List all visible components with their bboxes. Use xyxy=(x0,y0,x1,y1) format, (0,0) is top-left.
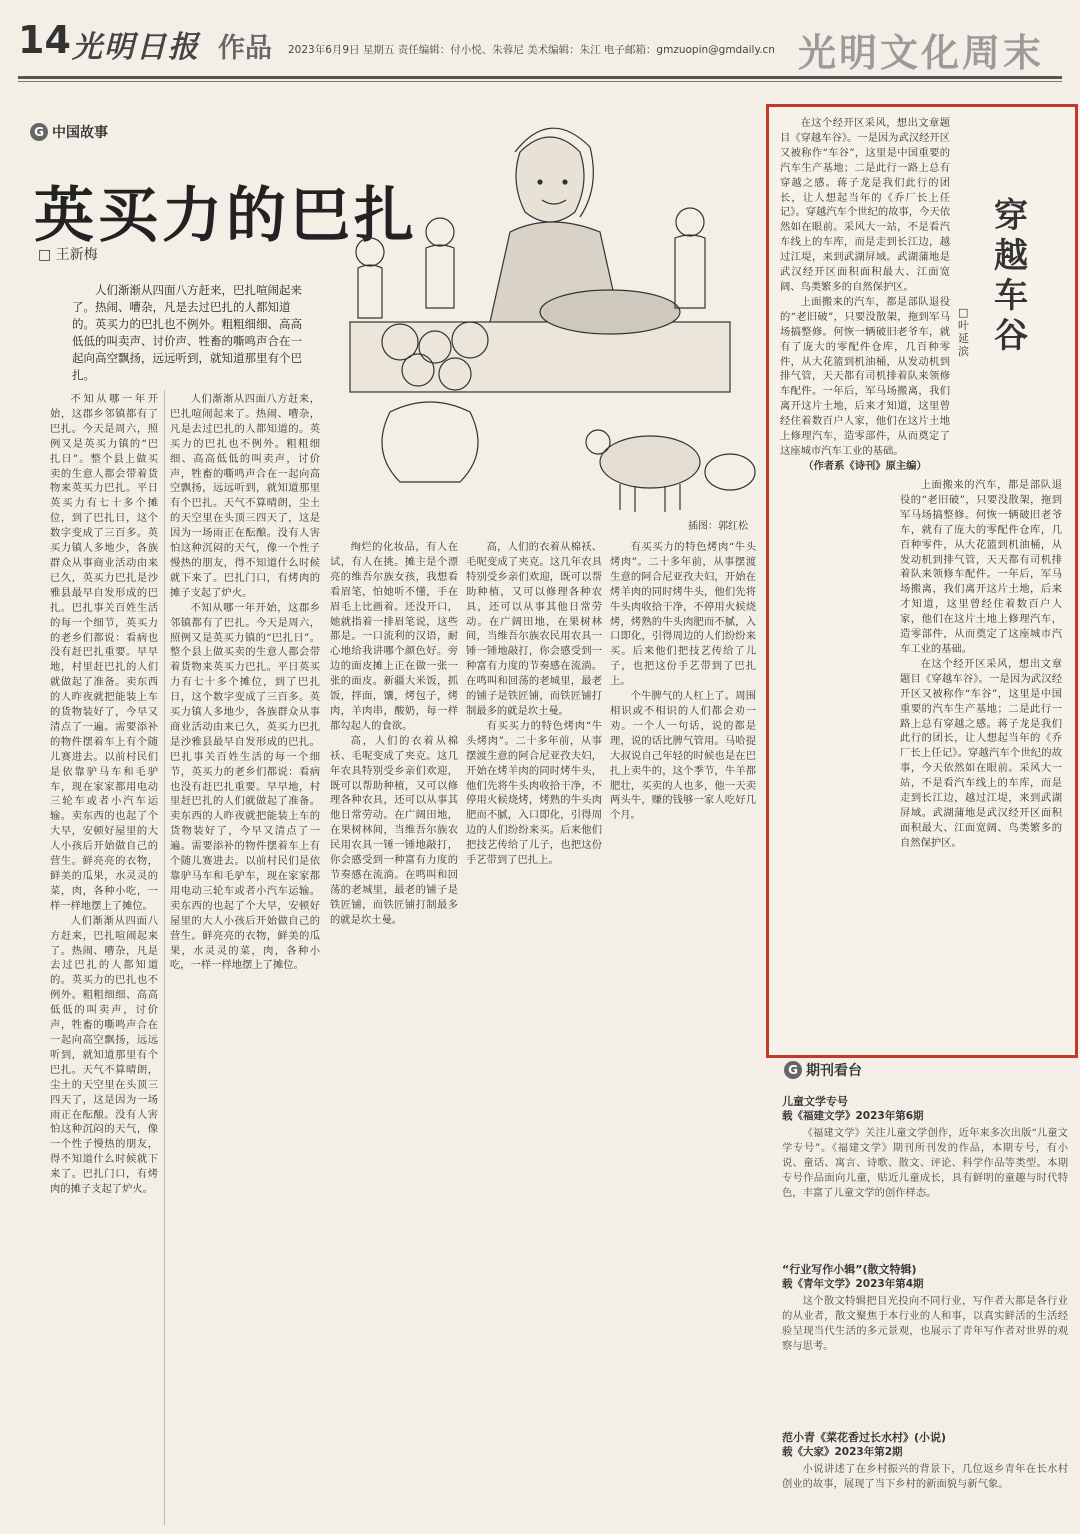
paragraph: 在这个经开区采风，想出文章题目《穿越车谷》。一是因为武汉经开区又被称作“车谷”，这里是中国重要的汽车生产基地；二是此行一路上总有穿越之感。蒋子龙是我们此行的团长，让人想起当年的《乔厂长上任记》。穿越汽车个世纪的故事，今天依然如在眼前。采风大一站，不是看汽车线上的车库，而是走到长江边，越过江堤，来到武湖屏域。武湖蒲地是武汉经开区面积面积最大、江面宽阔、鸟类繁多的自然保护区。 xyxy=(780,117,950,293)
paragraph: 不知从哪一年开始，这郡乡邻镇都有了巴扎。今天是周六，照例又是英买力镇的“巴扎日”。整个县上做买卖的生意人都会带着货物来英买力巴扎。平日英买力有七十多个摊位，到了巴扎日，这个数字变成了三百多。英买力镇人多地少，各族群众从事商业活动由来已久，英买力巴扎是沙雅县最早自发形成的巴扎。巴扎事关百姓生活的每一个细节，英买力的老乡们都说：看病也没有赶巴扎重要。早早地，村里赶巴扎的人们就做起了准备。卖东西的人昨夜就把能装上车的货物装好了，今早又清点了一遍。需要添补的物件摆着车上有个随儿赛进去。以前村民们是依靠驴马车和毛驴车，现在家家都用电动三轮车或者小汽车运输。卖东西的也起了个大早，安顿好屋里的大人小孩后开始做自己的营生。鲜亮亮的衣物，鲜美的瓜果，水灵灵的菜，肉，各种小吃，一样一样地摆上了摊位。 xyxy=(170,601,320,972)
page-number: 14 xyxy=(18,18,71,62)
top-rule xyxy=(18,76,1062,79)
g-logo-icon: G xyxy=(784,1061,802,1079)
article-title: 英买力的巴扎 xyxy=(34,181,418,251)
periodical-source: 载《福建文学》2023年第6期 xyxy=(782,1110,924,1122)
market-illustration xyxy=(330,112,760,530)
periodical-head: 范小青《菜花香过长水村》(小说) xyxy=(782,1431,947,1444)
periodical-head: 儿童文学专号 xyxy=(782,1095,848,1108)
text-column-1 xyxy=(50,392,158,1522)
paragraph: 有买买力的特色烤肉“牛头烤肉”。二十多年前，从事摆渡生意的阿合尼亚孜夫妇，开始在烤羊肉的同时烤牛头，他们先将牛头肉收拾干净，不停用火候烧烤，烤熟的牛头肉肥而不腻，入口即化，引得周边的人们纷纷来买。后来他们把技艺传给了儿子，也把这份手艺带到了巴扎上。 xyxy=(466,719,602,867)
paragraph: 有买买力的特色烤肉“牛头烤肉”。二十多年前，从事摆渡生意的阿合尼亚孜夫妇，开始在烤羊肉的同时烤牛头，他们先将牛头肉收拾干净，不停用火候烧烤，烤熟的牛头肉肥而不腻，入口即化，引得周边的人们纷纷来买。后来他们把技艺传给了儿子，也把这份手艺带到了巴扎上。 xyxy=(610,541,756,688)
periodical-source: 载《大家》2023年第2期 xyxy=(782,1446,903,1458)
paragraph: 上面搬来的汽车，都是部队退役的“老旧破”，只要没散架，拖到军马场搞整修。何恢一辆破旧老爷车，就有了庞大的零配件仓库，几百种零件，从大花篮到机油桶，从发动机到排气管，天天都有司机排着队来领修车配件。一年后，军马场搬离，我们离开这片土地，后来才知道，这里曾经住着数百户人家，他们在这片土地上修理汽车，造零部件，从而奠定了这座城市汽车工业的基础。 xyxy=(900,479,1062,655)
column-tag-label: 期刊看台 xyxy=(806,1063,862,1079)
section-name: 作品 xyxy=(218,33,272,64)
masthead xyxy=(0,0,1080,90)
paragraph: 在这个经开区采风，想出文章题目《穿越车谷》。一是因为武汉经开区又被称作“车谷”，这里是中国重要的汽车生产基地；二是此行一路上总有穿越之感。蒋子龙是我们此行的团长，让人想起当年的《乔厂长上任记》。穿越汽车个世纪的故事，今天依然如在眼前。采风大一站，不是看汽车线上的车库，而是走到长江边，越过江堤，来到武湖屏域。武湖蒲地是武汉经开区面积面积最大、江面宽阔、鸟类繁多的自然保护区。 xyxy=(900,657,1062,849)
boxed-article-text-right xyxy=(900,478,1062,1038)
paper-name: 光明日报 xyxy=(72,30,200,65)
periodical-body: 这个散文特辑把目光投向不同行业，写作者大都是各行业的从业者，散文聚焦于本行业的人和事，以真实鲜活的生活经验呈现当代生活的多元景观，也展示了青年写作者对世界的观察与思考。 xyxy=(782,1295,1068,1352)
column-tag-periodicals xyxy=(784,1060,862,1080)
paragraph: 人们渐渐从四面八方赶来，巴扎喧闹起来了。热闹、嘈杂，凡是去过巴扎的人都知道的。英买力的巴扎也不例外。粗粗细细、高高低低的叫卖声，讨价声，牲畜的嘶鸣声合在一起向高空飘扬，远远听到，就知道那里有个巴扎。天气不算晴朗，尘土的天空里在头顶三四天了，这是因为一场雨正在酝酿。没有人害怕这种沉闷的天气，像一个性子慢热的朋友，得不知道什么时候就下来了。巴扎门口，有烤肉的摊子支起了炉火。 xyxy=(50,914,158,1196)
paragraph: 高，人们的衣着从棉袄、毛呢变成了夹克。这几年农具特别受乡亲们欢迎，既可以帮助种植，又可以修理各种农具，还可以从事其他日常劳动。在广阔田地，在果树林间，当维吾尔族农民用农具一锤一锤地敲打，你会感受到一种富有力度的节奏感在流淌。在鸣叫和回荡的老城里，最老的铺子是铁匠铺，而铁匠铺打制最多的就是坎土曼。 xyxy=(330,734,458,926)
paragraph: 个牛脾气的人杠上了。周围相识或不相识的人们都会劝一劝。一个人一句话，说的都是理，说的话比脾气管用。马哈提大叔说自己年轻的时候也是在巴扎上卖牛的，这个季节，牛羊都肥壮，买卖的人也多，他一天卖两头牛，赚的钱够一家人吃好几个月。 xyxy=(610,690,756,822)
boxed-article-title: 穿越车谷 xyxy=(994,196,1028,356)
text-column-3 xyxy=(330,540,458,1522)
periodical-item xyxy=(782,1094,1068,1201)
text-column-5 xyxy=(610,540,756,1522)
column-tag-china-story xyxy=(30,122,108,142)
author-note: （作者系《诗刊》原主编） xyxy=(803,459,927,472)
paragraph: 上面搬来的汽车，都是部队退役的“老旧破”，只要没散架，拖到军马场搞整修。何恢一辆破旧老爷车，就有了庞大的零配件仓库，几百种零件，从大花篮到机油桶，从发动机到排气管，天天都有司机排着队来领修车配件。一年后，军马场搬离，我们离开这片土地，后来才知道，这里曾经住着数百户人家，他们在这片土地上修理汽车，造零部件，从而奠定了这座城市汽车工业的基础。 xyxy=(780,295,950,457)
article-author: □ 王新梅 xyxy=(38,247,98,263)
boxed-article-author: □ 叶延滨 xyxy=(958,306,969,358)
column-tag-label: 中国故事 xyxy=(52,125,108,141)
periodical-body: 《福建文学》关注儿童文学创作，近年来多次出版“儿童文学专号”。《福建文学》期刊所刊发的作品，本期专号，有小说、童话、寓言、诗歌、散文、评论、科学作品等类型。本期专号作品面向儿童，贴近儿童成长，具有鲜明的童趣与时代特色，丰富了儿童文学的创作样态。 xyxy=(782,1127,1068,1199)
paragraph: 人们渐渐从四面八方赶来，巴扎喧闹起来了。热闹、嘈杂，凡是去过巴扎的人都知道的。英买力的巴扎也不例外。粗粗细细、高高低低的叫卖声，讨价声，牲畜的嘶鸣声合在一起向高空飘扬，远远听到，就知道那里有个巴扎。天气不算晴朗，尘土的天空里在头顶三四天了，这是因为一场雨正在酝酿。没有人害怕这种沉闷的天气，像一个性子慢热的朋友，得不知道什么时候就下来了。巴扎门口，有烤肉的摊子支起了炉火。 xyxy=(170,393,320,599)
paragraph: 绚烂的化妆品，有人在试，有人在挑。摊主是个漂亮的维吾尔族女孩，我想看看眉笔，怕她听不懂，手在眉毛上比画着。还没开口，她就指着一排眉笔说，这些都是。一口流利的汉语，耐心地给我讲哪个颜色好。旁边的面皮摊上正在做一张一张的面皮。新疆大米饭，抓饭，拌面，馕，烤包子，烤肉，羊肉串，酸奶，每一样都勾起人的食欲。 xyxy=(330,541,458,732)
g-logo-icon: G xyxy=(30,123,48,141)
paragraph: 不知从哪一年开始，这郡乡邻镇都有了巴扎。今天是周六，照例又是英买力镇的“巴扎日”。整个县上做买卖的生意人都会带着货物来英买力巴扎。平日英买力有七十多个摊位，到了巴扎日，这个数字变成了三百多。英买力镇人多地少，各族群众从事商业活动由来已久，英买力巴扎是沙雅县最早自发形成的巴扎。巴扎事关百姓生活的每一个细节，英买力的老乡们都说：看病也没有赶巴扎重要。早早地，村里赶巴扎的人们就做起了准备。卖东西的人昨夜就把能装上车的货物装好了，今早又清点了一遍。需要添补的物件摆着车上有个随儿赛进去。以前村民们是依靠驴马车和毛驴车，现在家家都用电动三轮车或者小汽车运输。卖东西的也起了个大早，安顿好屋里的大人小孩后开始做自己的营生。鲜亮亮的衣物，鲜美的瓜果，水灵灵的菜，肉，各种小吃，一样一样地摆上了摊位。 xyxy=(50,393,158,912)
periodical-source: 载《青年文学》2023年第4期 xyxy=(782,1278,924,1290)
weekly-title: 光明文化周末 xyxy=(797,30,1044,75)
meta-line: 2023年6月9日 星期五 责任编辑：付小悦、朱蓉尼 美术编辑：朱江 电子邮箱：gmzuopin@gmdaily.cn xyxy=(288,44,775,56)
column-divider xyxy=(164,390,165,1525)
article-lead: 人们渐渐从四面八方赶来，巴扎喧闹起来了。热闹、嘈杂，凡是去过巴扎的人都知道的。英买力的巴扎也不例外。粗粗细细、高高低低的叫卖声、讨价声、牲畜的嘶鸣声合在一起向高空飘扬，远远听到，就知道那里有个巴扎。 xyxy=(72,283,302,382)
periodical-body: 小说讲述了在乡村振兴的背景下，几位返乡青年在长水村创业的故事，展现了当下乡村的新面貌与新气象。 xyxy=(782,1463,1068,1490)
periodical-item xyxy=(782,1430,1068,1492)
text-column-4 xyxy=(466,540,602,1522)
text-column-2 xyxy=(170,392,320,1522)
paragraph: 高，人们的衣着从棉袄、毛呢变成了夹克。这几年农具特别受乡亲们欢迎，既可以帮助种植，又可以修理各种农具，还可以从事其他日常劳动。在广阔田地，在果树林间，当维吾尔族农民用农具一锤一锤地敲打，你会感受到一种富有力度的节奏感在流淌。在鸣叫和回荡的老城里，最老的铺子是铁匠铺，而铁匠铺打制最多的就是坎土曼。 xyxy=(466,541,602,717)
top-rule-thin xyxy=(18,81,1062,82)
periodical-item xyxy=(782,1262,1068,1354)
periodical-head: “行业写作小辑”(散文特辑) xyxy=(782,1263,917,1276)
illustration-credit: 插图：郭红松 xyxy=(688,521,748,532)
